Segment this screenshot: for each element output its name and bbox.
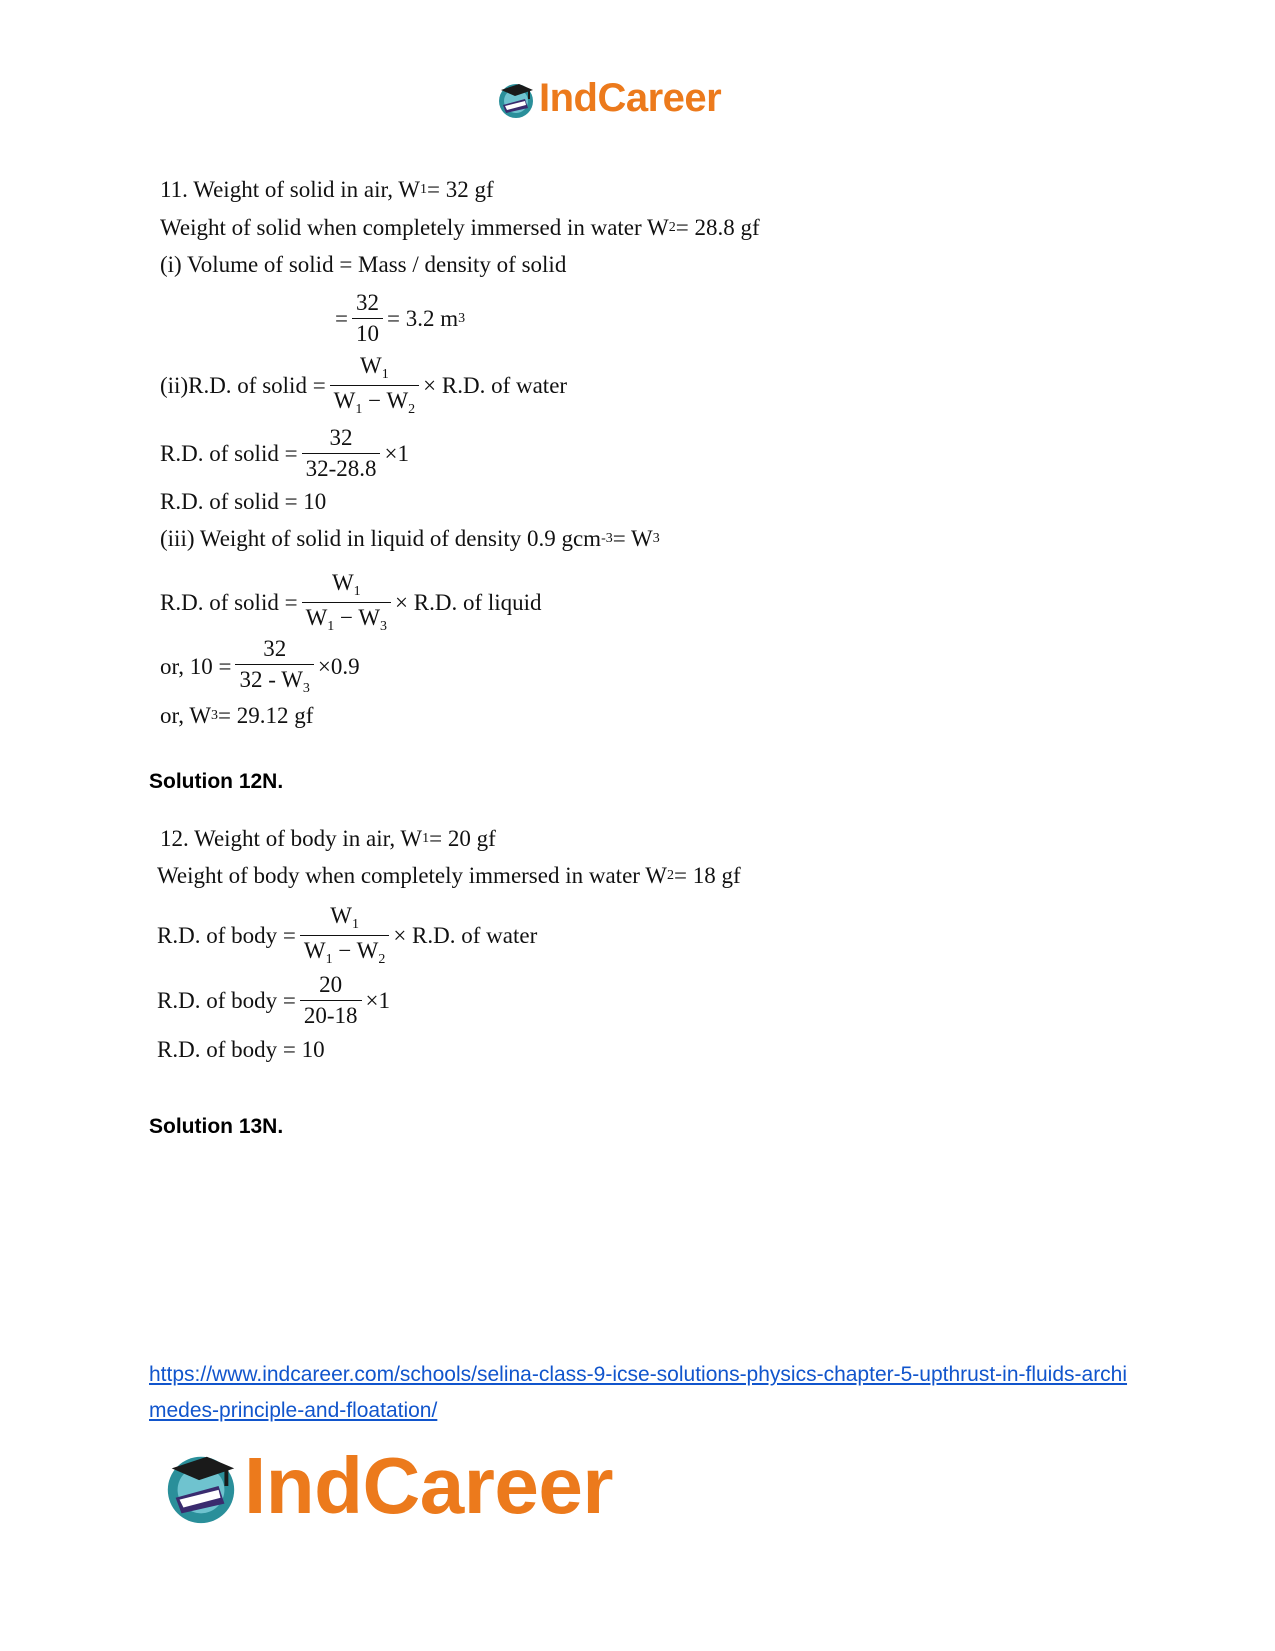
sol11-line-5: (ii)R.D. of solid = $\frac{W_1}{W_1 - W_2}$ × R.D. of water [160, 353, 568, 417]
sol12-line-4: R.D. of body = $\frac{20}{20-18}$ ×1 [157, 972, 390, 1028]
sol12-line-5: R.D. of body = 10 [157, 1037, 325, 1062]
fraction: $\frac{32}{10}$ [352, 290, 383, 347]
sol11-line-2: Weight of solid when completely immersed in water W 2 = 28.8 gf [160, 215, 760, 240]
sol11-line-4: = $\frac{32}{10}$ = 3.2 m 3 [335, 290, 466, 346]
source-link[interactable]: https://www.indcareer.com/schools/selina-class-9-icse-solutions-physics-chapter-5-upthrust-in-fluids-archimedes-principle-and-floatation/ [149, 1363, 1128, 1422]
graduation-cap-globe-icon [160, 1445, 242, 1527]
sol12-line-3: R.D. of body = $\frac{W_1}{W_1 - W_2}$ × R.D. of water [157, 903, 538, 967]
solution-12-heading: Solution 12N. [149, 770, 284, 793]
brand-name: IndCareer [244, 1441, 613, 1530]
footer-logo [160, 1440, 613, 1532]
header-logo [495, 76, 721, 121]
sol11-line-8: (iii) Weight of solid in liquid of density 0.9 gcm -3 = W 3 [160, 526, 660, 551]
graduation-cap-globe-icon [495, 78, 537, 120]
fraction: $\frac{32}{32 - W_3}$ [235, 636, 313, 697]
sol11-line-9: R.D. of solid = $\frac{W_1}{W_1 - W_3}$ × R.D. of liquid [160, 570, 542, 634]
brand-name: IndCareer [539, 76, 722, 120]
fraction: $\frac{W_1}{W_1 - W_3}$ [302, 570, 391, 635]
sol11-line-6: R.D. of solid = $\frac{32}{32-28.8}$ ×1 [160, 425, 409, 481]
sol12-line-1: 12. Weight of body in air, W 1 = 20 gf [160, 826, 496, 851]
fraction: $\frac{32}{32-28.8}$ [302, 425, 381, 482]
sol11-line-11: or, W 3 = 29.12 gf [160, 703, 314, 728]
fraction: $\frac{W_1}{W_1 - W_2}$ [300, 903, 389, 968]
sol11-line-1: 11. Weight of solid in air, W 1 = 32 gf [160, 177, 494, 202]
sol12-line-2: Weight of body when completely immersed in water W 2 = 18 gf [157, 863, 741, 888]
solution-13-heading: Solution 13N. [149, 1115, 284, 1138]
sol11-line-7: R.D. of solid = 10 [160, 489, 327, 514]
fraction: $\frac{W_1}{W_1 - W_2}$ [330, 353, 419, 418]
sol11-line-10: or, 10 = $\frac{32}{32 - W_3}$ ×0.9 [160, 636, 360, 696]
fraction: $\frac{20}{20-18}$ [300, 972, 362, 1029]
sol11-line-3: (i) Volume of solid = Mass / density of solid [160, 252, 567, 277]
